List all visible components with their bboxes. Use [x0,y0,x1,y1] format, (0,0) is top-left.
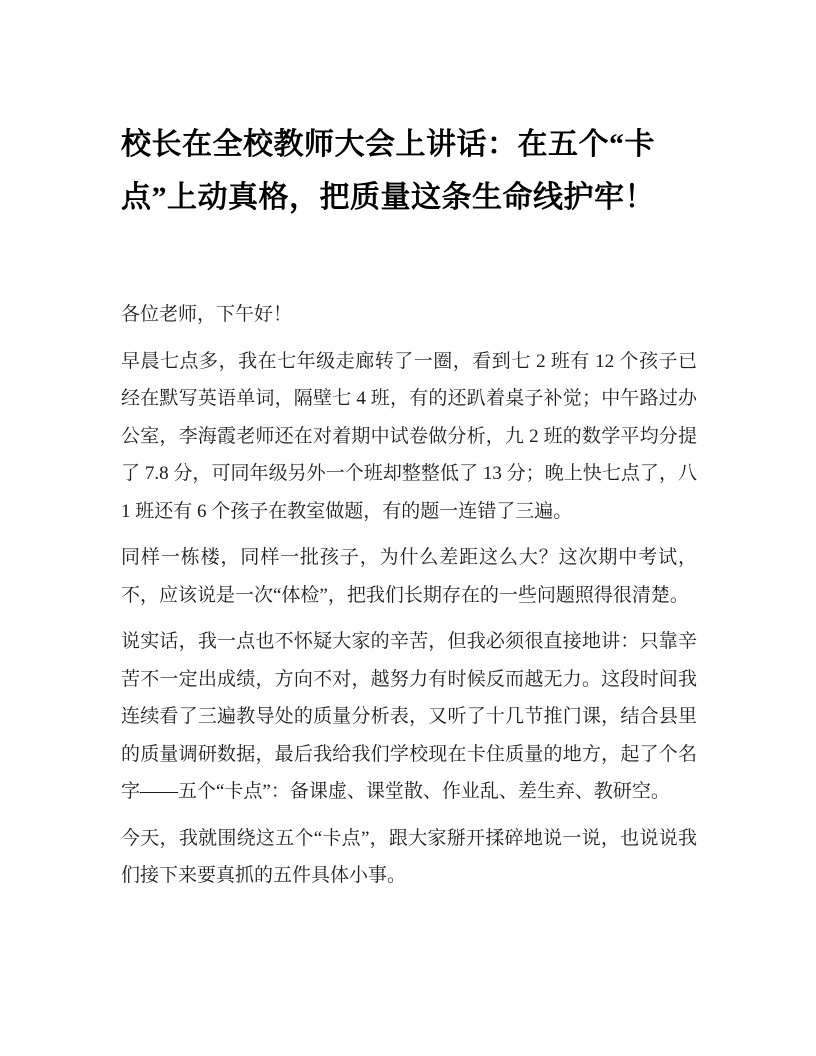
document-title: 校长在全校教师大会上讲话：在五个“卡点”上动真格，把质量这条生命线护牢！ [121,128,655,214]
paragraph-observations: 早晨七点多，我在七年级走廊转了一圈，看到七 2 班有 12 个孩子已经在默写英语单词，隔壁七 4 班，有的还趴着桌子补觉；中午路过办公室，李海霞老师还在对着期中试卷做分析，九 2 班的数学平均分提了 7.8 分，可同年级另外一个班却整整低了 13 分；晚上快七点了，八 1 班还有 6 个孩子在教室做题，有的题一连错了三遍。 [121,350,697,522]
paragraph-exam-reflection: 同样一栋楼，同样一批孩子，为什么差距这么大？这次期中考试，不，应该说是一次“体检”，把我们长期存在的一些问题照得很清楚。 [121,547,697,606]
paragraph-five-stuck-points: 说实话，我一点也不怀疑大家的辛苦，但我必须很直接地讲：只靠辛苦不一定出成绩，方向不对，越努力有时候反而越无力。这段时间我连续看了三遍教导处的质量分析表，又听了十几节推门课，结合县里的质量调研数据，最后我给我们学校现在卡住质量的地方，起了个名字——五个“卡点”：备课虚、课堂散、作业乱、差生弃、教研空。 [121,631,697,802]
paragraph-greeting: 各位老师，下午好！ [121,304,293,325]
paragraph-todays-agenda: 今天，我就围绕这五个“卡点”，跟大家掰开揉碎地说一说，也说说我们接下来要真抓的五件具体小事。 [121,827,697,886]
